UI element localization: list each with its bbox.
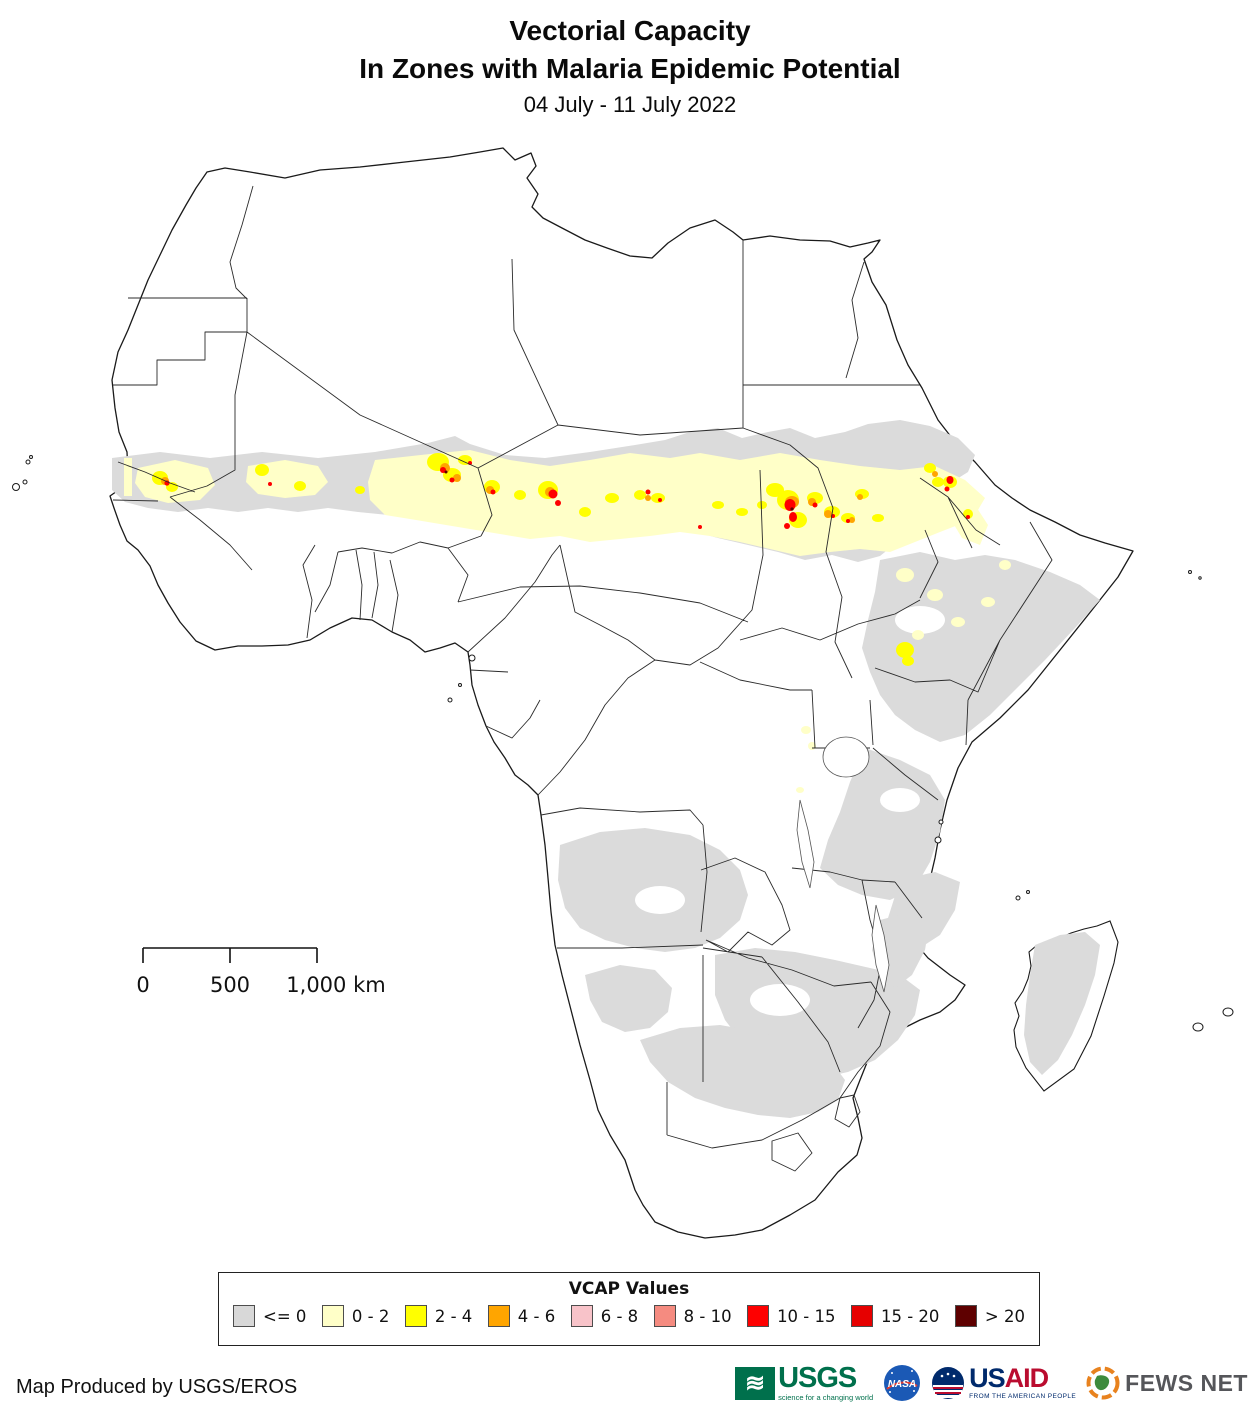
legend-item [955,1305,1025,1327]
usgs-logo [735,1364,873,1402]
scale-bar [136,948,385,997]
map-credit: Map Produced by USGS/EROS [16,1376,298,1398]
legend-swatch [747,1305,769,1327]
legend-label: 15 - 20 [880,1306,940,1326]
scale-bar-line [143,948,317,963]
legend-swatch [322,1305,344,1327]
scale-label-500: 500 [209,973,251,997]
sao-tome-island [448,698,452,702]
usgs-wordmark: USGS [778,1362,857,1395]
bioko-island [469,655,475,661]
scale-label-1000: 1,000 km [286,973,386,997]
usgs-wave-icon: ≋ [735,1367,775,1400]
legend-title: VCAP Values [568,1279,690,1299]
legend-label: 0 - 2 [351,1306,390,1326]
legend-item [233,1305,306,1327]
map-date-range: 04 July - 11 July 2022 [523,91,737,117]
mauritius-island [1223,1008,1233,1016]
legend-swatch [405,1305,427,1327]
usaid-emblem-icon [931,1366,965,1400]
usaid-wordmark-us: US [969,1363,1005,1394]
legend-label: 4 - 6 [517,1306,556,1326]
legend-label: > 20 [984,1306,1025,1326]
legend-label: <= 0 [263,1306,307,1326]
legend-label: 8 - 10 [683,1306,732,1326]
legend-item [654,1305,732,1327]
legend-item [851,1305,939,1327]
legend-swatch [571,1305,593,1327]
cape-verde-islands [13,484,20,491]
legend-swatch [955,1305,977,1327]
scale-label-0: 0 [136,973,150,997]
usaid-wordmark-aid: AID [1004,1363,1049,1394]
title-block [0,12,1260,118]
legend-item [747,1305,835,1327]
map-title-line2: In Zones with Malaria Epidemic Potential [359,52,901,84]
legend-item [405,1305,472,1327]
usaid-logo [931,1365,1076,1401]
reunion-island [1193,1023,1203,1031]
zanzibar-island [935,837,941,843]
socotra-island [1189,571,1192,574]
map-title-line1: Vectorial Capacity [509,15,751,46]
fewsnet-wordmark: FEWS NET [1125,1369,1248,1396]
legend-swatch [851,1305,873,1327]
legend-swatch [488,1305,510,1327]
svg-text:NASA: NASA [887,1379,917,1390]
logo-row [735,1364,1248,1402]
fewsnet-logo [1086,1366,1248,1400]
legend-swatch [233,1305,255,1327]
legend-swatch [654,1305,676,1327]
legend-items [219,1305,1039,1327]
legend-label: 2 - 4 [434,1306,473,1326]
nasa-logo-icon [883,1364,921,1402]
legend-label: 6 - 8 [600,1306,639,1326]
usaid-tagline: FROM THE AMERICAN PEOPLE [969,1393,1077,1401]
legend-item [571,1305,638,1327]
fewsnet-globe-icon [1086,1366,1120,1400]
legend-item [488,1305,555,1327]
comoros-islands [1016,896,1020,900]
legend-box [218,1272,1040,1346]
legend-label: 10 - 15 [777,1306,836,1326]
lake-victoria [823,737,869,777]
legend-item [322,1305,389,1327]
usgs-tagline: science for a changing world [778,1393,874,1403]
